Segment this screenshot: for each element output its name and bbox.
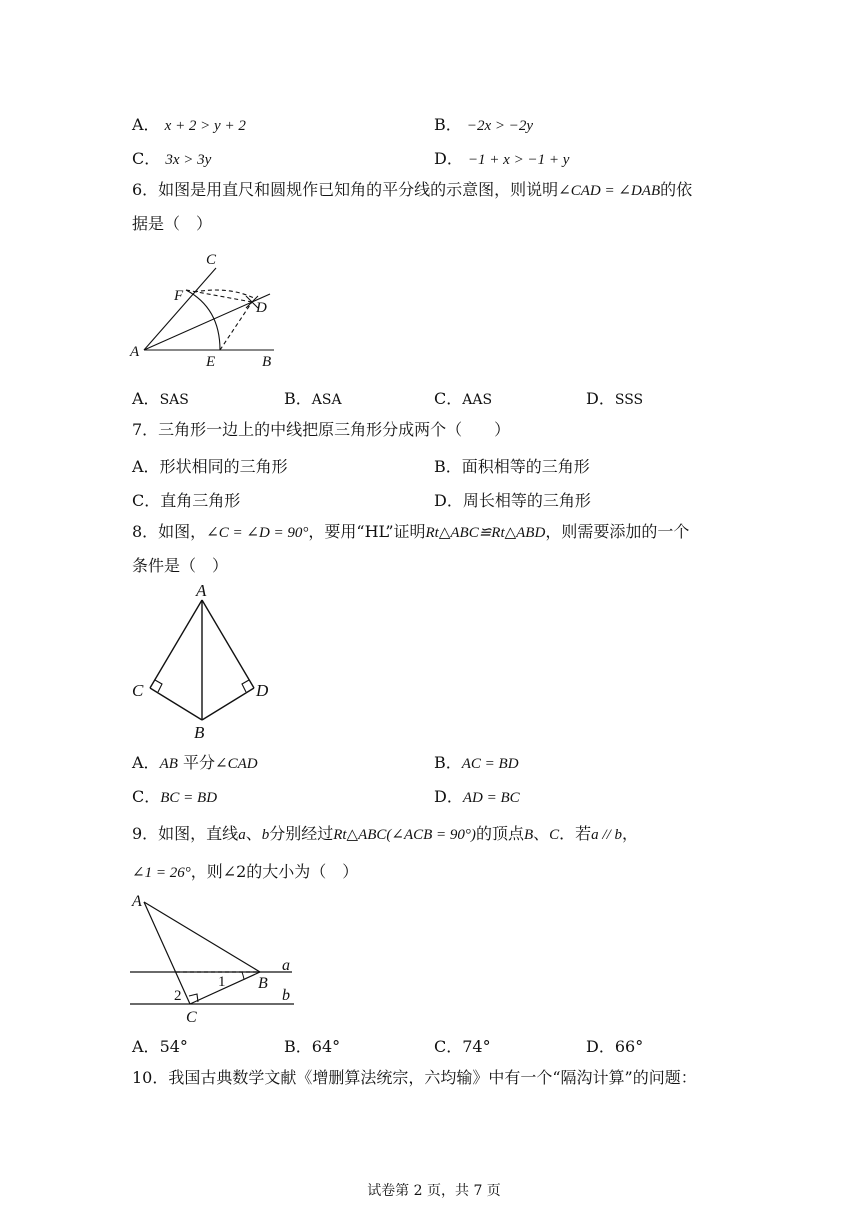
q6-figure [128, 246, 288, 372]
label-a: A [130, 344, 140, 360]
label-c: C [132, 681, 144, 700]
q9-stem-line1: 9．如图，直线a、b分别经过Rt△ABC(∠ACB = 90°)的顶点B、C．若a // b， [132, 824, 639, 843]
label-angle-1: 1 [218, 974, 226, 990]
label-d: D [256, 681, 269, 700]
q8-option-b: B．AC = BD [434, 753, 519, 772]
q7-option-d: D．周长相等的三角形 [434, 491, 591, 510]
label-angle-2: 2 [174, 988, 182, 1004]
q8-stem-line2: 条件是（ ） [132, 556, 229, 575]
label-b: B [262, 354, 272, 370]
q5-option-c [132, 146, 211, 169]
label-b: B [258, 975, 268, 992]
label-c: C [206, 252, 217, 268]
option-letter: A． [132, 115, 160, 134]
label-c: C [186, 1009, 197, 1026]
q8-stem-line1: 8．如图，∠C = ∠D = 90°，要用“HL”证明Rt△ABC≌Rt△ABD，则需要添加的一个 [132, 522, 690, 541]
label-f: F [174, 288, 184, 304]
q9-option-c: C．74° [434, 1037, 491, 1056]
q5-option-a [132, 112, 246, 135]
option-text: x + 2 > y + 2 [164, 118, 246, 134]
q7-stem: 7．三角形一边上的中线把原三角形分成两个（ ） [132, 420, 511, 439]
q7-option-b: B．面积相等的三角形 [434, 457, 590, 476]
q8-option-d: D．AD = BC [434, 787, 520, 806]
option-text: −2x > −2y [466, 118, 534, 134]
page-footer: 试卷第 2 页，共 7 页 [367, 1183, 501, 1199]
label-a: A [196, 581, 207, 600]
q7-option-c: C．直角三角形 [132, 491, 241, 510]
label-d: D [256, 300, 267, 316]
label-line-b: b [282, 987, 290, 1004]
q5-option-b [434, 112, 533, 135]
q9-option-a: A．54° [132, 1037, 188, 1056]
option-text: −1 + x > −1 + y [467, 152, 570, 168]
q9-figure [128, 888, 304, 1028]
q8-option-c: C．BC = BD [132, 787, 218, 806]
label-line-a: a [282, 957, 290, 974]
label-b: B [194, 723, 205, 742]
q9-option-b: B．64° [284, 1037, 341, 1056]
q9-option-d: D．66° [586, 1037, 644, 1056]
q8-option-a: A．AB 平分∠CAD [132, 753, 258, 772]
option-letter: C． [132, 149, 161, 168]
option-text: 3x > 3y [165, 152, 212, 168]
option-letter: B． [434, 115, 462, 134]
q8-figure [128, 580, 278, 744]
q6-option-c: C．AAS [434, 389, 493, 408]
q6-option-a: A．SAS [132, 389, 189, 408]
label-a: A [132, 893, 142, 910]
q9-stem-line2: ∠1 = 26°，则∠2的大小为（ ） [132, 862, 359, 881]
q6-stem-line2: 据是（ ） [132, 214, 213, 233]
q6-option-d: D．SSS [586, 389, 644, 408]
q7-option-a: A．形状相同的三角形 [132, 457, 288, 476]
q6-stem-line1: 6．如图是用直尺和圆规作已知角的平分线的示意图，则说明∠CAD = ∠DAB的依 [132, 180, 693, 199]
q6-option-b: B．ASA [284, 389, 342, 408]
label-e: E [206, 354, 216, 370]
q5-option-d [434, 146, 569, 169]
option-letter: D． [434, 149, 463, 168]
q10-stem: 10．我国古典数学文献《增删算法统宗，六均输》中有一个“隔沟计算”的问题： [132, 1068, 697, 1087]
